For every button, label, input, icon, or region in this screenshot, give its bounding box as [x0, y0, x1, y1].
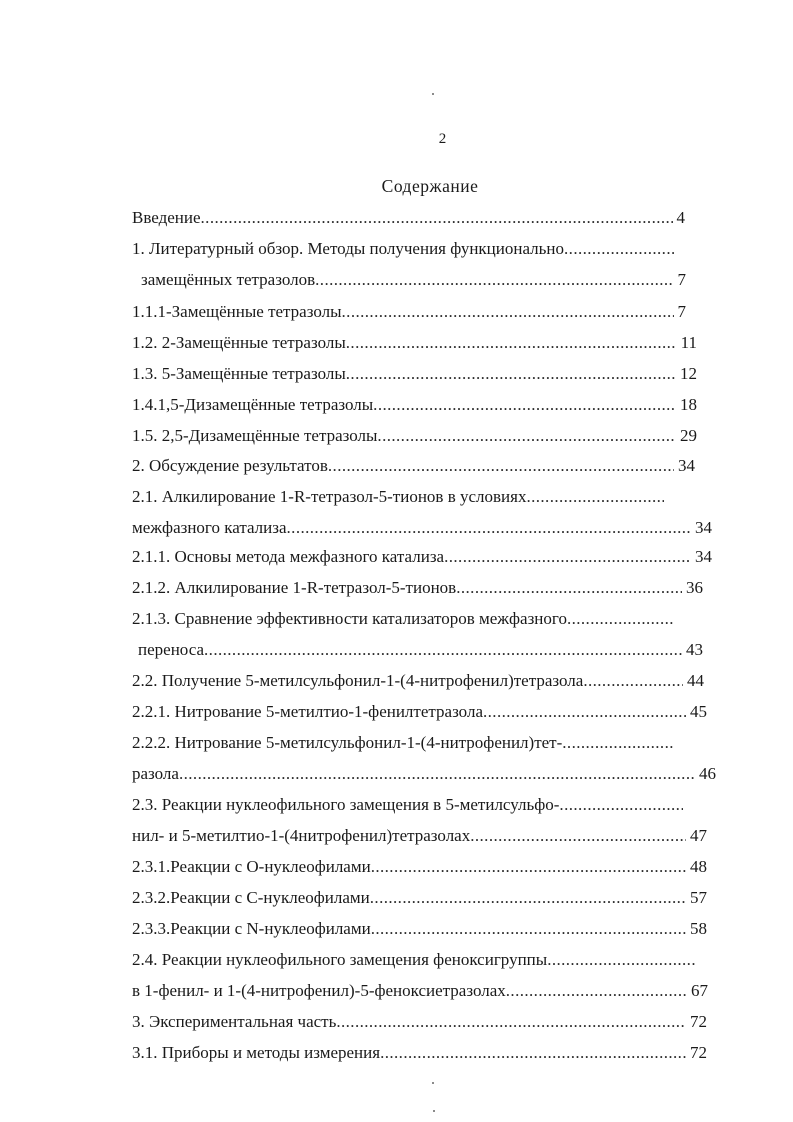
- toc-entry-page: 34: [678, 456, 695, 475]
- toc-entry: [132, 1043, 707, 1065]
- toc-leader: [315, 270, 673, 290]
- toc-leader: [336, 1012, 686, 1032]
- toc-entry: [132, 609, 679, 631]
- scan-speck: [433, 1110, 435, 1112]
- toc-entry: [132, 764, 716, 786]
- toc-entry-page: 29: [680, 426, 697, 445]
- toc-entry-page: 72: [690, 1012, 707, 1031]
- toc-entry-page: 18: [680, 395, 697, 414]
- toc-entry-text: 2.1. Алкилирование 1-R-тетразол-5-тионов в условиях: [132, 487, 527, 506]
- toc-entry-text: межфазного катализа: [132, 518, 287, 537]
- toc-leader: [370, 888, 686, 908]
- toc-leader: [583, 671, 683, 691]
- toc-entry-text: 2.2.2. Нитрование 5-метилсульфонил-1-(4-нитрофенил)тет-: [132, 733, 563, 752]
- toc-entry-text: разола: [132, 764, 179, 783]
- toc-entry-page: 72: [690, 1043, 707, 1062]
- toc-entry: [141, 270, 686, 292]
- toc-entry: [132, 671, 704, 693]
- toc-entry: [138, 640, 703, 662]
- toc-entry: [132, 702, 707, 724]
- toc-entry: [132, 302, 686, 324]
- toc-entry-text: 2.4. Реакции нуклеофильного замещения феноксигруппы: [132, 950, 548, 969]
- toc-entry-page: 67: [691, 981, 708, 1000]
- toc-entry-page: 34: [695, 547, 712, 566]
- toc-entry: [132, 888, 707, 910]
- toc-entry: [132, 578, 703, 600]
- toc-leader: [287, 518, 691, 538]
- toc-entry-text: 2.1.2. Алкилирование 1-R-тетразол-5-тионов: [132, 578, 457, 597]
- toc-leader: [201, 208, 673, 228]
- toc-entry-page: 47: [690, 826, 707, 845]
- toc-entry: [132, 950, 700, 972]
- toc-leader: [371, 919, 686, 939]
- toc-entry: [132, 426, 697, 448]
- toc-leader: [564, 239, 674, 259]
- toc-entry-page: 12: [680, 364, 697, 383]
- toc-entry-text: нил- и 5-метилтио-1-(4нитрофенил)тетразолах: [132, 826, 471, 845]
- toc-entry-text: 2.3. Реакции нуклеофильного замещения в 5-метилсульфо-: [132, 795, 560, 814]
- toc-entry-text: 1.3. 5-Замещённые тетразолы: [132, 364, 346, 383]
- toc-entry: [132, 395, 697, 417]
- toc-entry-text: 1.5. 2,5-Дизамещённые тетразолы: [132, 426, 378, 445]
- toc-leader: [179, 764, 695, 784]
- toc-leader: [380, 1043, 686, 1063]
- toc-entry: [132, 919, 707, 941]
- toc-entry-text: Введение: [132, 208, 201, 227]
- toc-leader: [470, 826, 686, 846]
- toc-leader: [346, 364, 676, 384]
- toc-entry-page: 7: [677, 270, 686, 289]
- toc-entry: [132, 1012, 707, 1034]
- toc-leader: [506, 981, 687, 1001]
- toc-entry: [132, 239, 678, 261]
- toc-entry-text: замещённых тетразолов: [141, 270, 316, 289]
- toc-leader: [547, 950, 696, 970]
- toc-leader: [377, 426, 676, 446]
- toc-entry-text: 2.1.1. Основы метода межфазного катализа: [132, 547, 445, 566]
- toc-entry: [132, 857, 707, 879]
- toc-leader: [204, 640, 682, 660]
- toc-entry-text: 2.3.2.Реакции с С-нуклеофилами: [132, 888, 370, 907]
- toc-entry-text: 2.3.3.Реакции с N-нуклеофилами: [132, 919, 371, 938]
- toc-entry-text: 2.2. Получение 5-метилсульфонил-1-(4-нитрофенил)тетразола: [132, 671, 584, 690]
- toc-entry-page: 36: [686, 578, 703, 597]
- toc-leader: [483, 702, 686, 722]
- scan-speck: [432, 1082, 434, 1084]
- toc-entry: [132, 364, 697, 386]
- toc-leader: [567, 609, 675, 629]
- toc-entry-page: 46: [699, 764, 716, 783]
- toc-leader: [559, 795, 683, 815]
- toc-entry-page: 58: [690, 919, 707, 938]
- scan-speck: [432, 93, 434, 95]
- toc-entry-page: 57: [690, 888, 707, 907]
- toc-entry: [132, 795, 687, 817]
- toc-entry: [132, 208, 685, 230]
- toc-entry: [132, 333, 697, 355]
- toc-entry-text: 2.1.3. Сравнение эффективности катализаторов межфазного: [132, 609, 567, 628]
- toc-entry-text: 3. Экспериментальная часть: [132, 1012, 337, 1031]
- toc-leader: [346, 333, 677, 353]
- toc-leader: [526, 487, 664, 507]
- toc-entry: [132, 733, 678, 755]
- toc-leader: [371, 857, 686, 877]
- toc-entry: [132, 981, 708, 1003]
- toc-entry-page: 45: [690, 702, 707, 721]
- toc-entry: [132, 487, 668, 509]
- toc-leader: [373, 395, 676, 415]
- toc-entry: [132, 547, 712, 569]
- toc-entry-page: 44: [687, 671, 704, 690]
- toc-leader: [456, 578, 682, 598]
- toc-leader: [328, 456, 674, 476]
- toc-entry-page: 43: [686, 640, 703, 659]
- toc-entry-text: 3.1. Приборы и методы измерения: [132, 1043, 381, 1062]
- page-number: 2: [438, 131, 447, 147]
- toc-entry: [132, 456, 695, 478]
- toc-entry-page: 4: [676, 208, 685, 227]
- toc-entry-text: 1. Литературный обзор. Методы получения функционально: [132, 239, 565, 258]
- toc-entry-text: 1.2. 2-Замещённые тетразолы: [132, 333, 346, 352]
- toc-entry-text: 2.2.1. Нитрование 5-метилтио-1-фенилтетразола: [132, 702, 483, 721]
- toc-leader: [562, 733, 674, 753]
- toc-title: Содержание: [381, 176, 479, 196]
- toc-entry-text: 1.4.1,5-Дизамещённые тетразолы: [132, 395, 374, 414]
- toc-entry-text: переноса: [138, 640, 205, 659]
- toc-entry-page: 48: [690, 857, 707, 876]
- toc-entry-text: в 1-фенил- и 1-(4-нитрофенил)-5-феноксиетразолах: [132, 981, 506, 1000]
- toc-entry-text: 1.1.1-Замещённые тетразолы: [132, 302, 342, 321]
- toc-entry-page: 11: [680, 333, 697, 352]
- toc-entry: [132, 826, 707, 848]
- toc-entry-page: 34: [695, 518, 712, 537]
- toc-entry-page: 7: [677, 302, 686, 321]
- toc-leader: [444, 547, 691, 567]
- toc-entry-text: 2. Обсуждение результатов: [132, 456, 328, 475]
- toc-entry: [132, 518, 712, 540]
- toc-leader: [342, 302, 674, 322]
- toc-entry-text: 2.3.1.Реакции с О-нуклеофилами: [132, 857, 371, 876]
